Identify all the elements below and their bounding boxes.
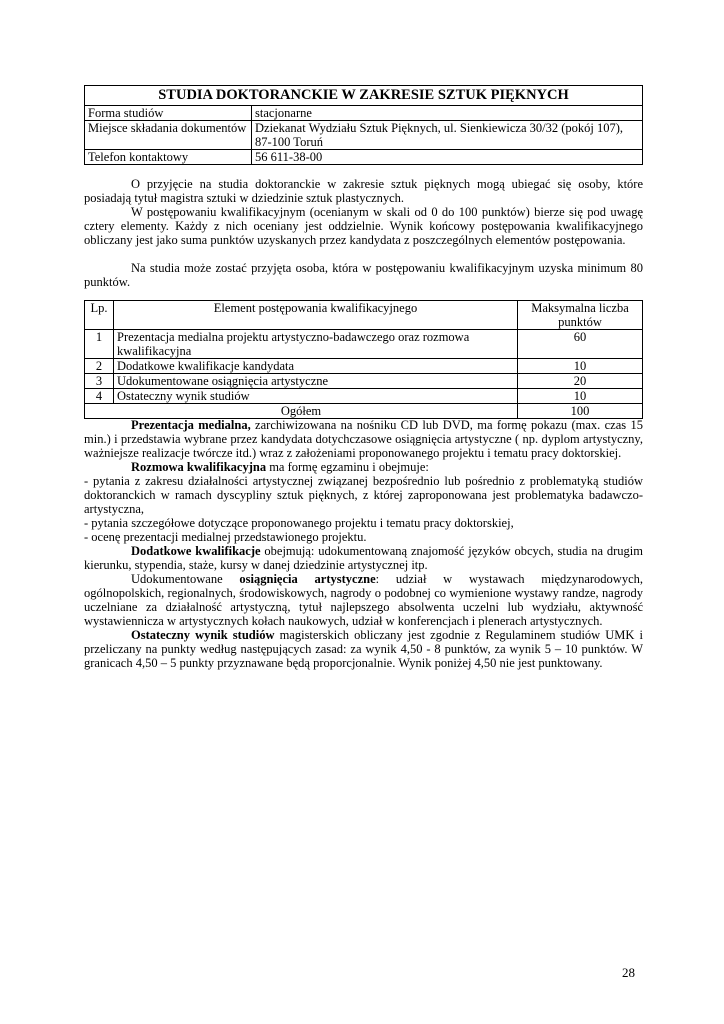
osiagniecia-paragraph: [84, 572, 643, 628]
column-header-element: Element postępowania kwalifikacyjnego: [114, 301, 518, 330]
prezentacja-paragraph: [84, 418, 643, 460]
row-value: Dziekanat Wydziału Sztuk Pięknych, ul. Sienkiewicza 30/32 (pokój 107), 87-100 Toruń: [252, 121, 643, 150]
table-total-row: [85, 404, 643, 419]
list-item: - pytania szczegółowe dotyczące proponowanego projektu i tematu pracy doktorskiej,: [84, 516, 514, 530]
row-label: Telefon kontaktowy: [85, 150, 252, 165]
study-title: STUDIA DOKTORANCKIE W ZAKRESIE SZTUK PIĘKNYCH: [85, 86, 643, 106]
dodatkowe-heading: Dodatkowe kwalifikacje: [131, 544, 261, 558]
rozmowa-heading: Rozmowa kwalifikacyjna: [131, 460, 267, 474]
row-max-points: 10: [518, 389, 643, 404]
row-number: 4: [85, 389, 114, 404]
osiagniecia-prefix: Udokumentowane: [131, 572, 240, 586]
table-header-row: [85, 301, 643, 330]
table-row: [85, 374, 643, 389]
row-label: Forma studiów: [85, 106, 252, 121]
list-item: - ocenę prezentacji medialnej przedstawionego projektu.: [84, 530, 367, 544]
list-item: - pytania z zakresu działalności artystycznej związanej bezpośrednio lub pośrednio z problematyką studiów doktoranckich w ramach dyscypliny sztuk pięknych, z której zaproponowana jest problematyka badawczo-artystyczna,: [84, 474, 643, 516]
osiagniecia-heading: osiągnięcia artystyczne: [239, 572, 376, 586]
details-text: [84, 418, 643, 670]
page-number: 28: [622, 965, 635, 980]
table-row: [85, 106, 643, 121]
row-number: 2: [85, 359, 114, 374]
wynik-heading: Ostateczny wynik studiów: [131, 628, 275, 642]
table-row: [85, 389, 643, 404]
table-row: [85, 150, 643, 165]
total-label: Ogółem: [85, 404, 518, 419]
osiagniecia-text: : udział w wystawach międzynarodowych, ogólnopolskich, regionalnych, środowiskowych, nagrody o podobnej co wymienione wystawy randze, nagrody uczelniane za działalność artystyczną, tytuł najlepszego absolwenta uczelni lub wydziału, aktywność wystawiennicza w artystycznych kołach naukowych, udział w konferencjach i plenerach artystycznych.: [84, 572, 643, 628]
scoring-table: [84, 300, 643, 419]
row-max-points: 20: [518, 374, 643, 389]
row-value: stacjonarne: [252, 106, 643, 121]
wynik-text: magisterskich obliczany jest zgodnie z Regulaminem studiów UMK i przeliczany na punkty według następujących zasad: za wynik 4,50 - 8 punktów, za wynik 5 – 10 punktów. W granicach 4,50 – 5 punkty przyznawane będą proporcjonalnie. Wynik poniżej 4,50 nie jest punktowany.: [84, 628, 643, 670]
row-element: Prezentacja medialna projektu artystyczno-badawczego oraz rozmowa kwalifikacyjna: [114, 330, 518, 359]
row-element: Dodatkowe kwalifikacje kandydata: [114, 359, 518, 374]
row-value: 56 611-38-00: [252, 150, 643, 165]
wynik-paragraph: [84, 628, 643, 670]
prezentacja-text: zarchiwizowana na nośniku CD lub DVD, ma formę pokazu (max. czas 15 min.) i przedstawia wybrane przez kandydata dotychczasowe osiągnięcia artystyczne ( np. dyplom artystyczny, ważniejsze realizacje twórcze itd.) wraz z założeniami proponowanego projektu i tematu pracy doktorskiej.: [84, 418, 643, 460]
row-label: Miejsce składania dokumentów: [85, 121, 252, 150]
prezentacja-heading: Prezentacja medialna,: [131, 418, 251, 432]
dodatkowe-paragraph: [84, 544, 643, 572]
study-info-table: [84, 85, 643, 165]
row-element: Udokumentowane osiągnięcia artystyczne: [114, 374, 518, 389]
intro-text: [84, 177, 643, 289]
row-max-points: 60: [518, 330, 643, 359]
table-row: [85, 330, 643, 359]
rozmowa-paragraph: [84, 460, 643, 474]
row-max-points: 10: [518, 359, 643, 374]
dodatkowe-text: obejmują: udokumentowaną znajomość języków obcych, studia na drugim kierunku, stypendia, staże, kursy w danej dziedzinie artystycznej itp.: [84, 544, 643, 572]
row-number: 3: [85, 374, 114, 389]
intro-paragraph: Na studia może zostać przyjęta osoba, która w postępowaniu kwalifikacyjnym uzyska minimum 80 punktów.: [84, 261, 643, 289]
total-value: 100: [518, 404, 643, 419]
table-row: [85, 359, 643, 374]
row-number: 1: [85, 330, 114, 359]
rozmowa-text: ma formę egzaminu i obejmuje:: [266, 460, 429, 474]
column-header-lp: Lp.: [85, 301, 114, 330]
intro-paragraph: W postępowaniu kwalifikacyjnym (ocenianym w skali od 0 do 100 punktów) bierze się pod uwagę cztery elementy. Każdy z nich oceniany jest oddzielnie. Wynik końcowy postępowania kwalifikacyjnego obliczany jest jako suma punktów uzyskanych przez kandydata z poszczególnych elementów postępowania.: [84, 205, 643, 247]
intro-paragraph: O przyjęcie na studia doktoranckie w zakresie sztuk pięknych mogą ubiegać się osoby, które posiadają tytuł magistra sztuki w dziedzinie sztuk plastycznych.: [84, 177, 643, 205]
column-header-max: Maksymalna liczba punktów: [518, 301, 643, 330]
table-row: [85, 121, 643, 150]
row-element: Ostateczny wynik studiów: [114, 389, 518, 404]
